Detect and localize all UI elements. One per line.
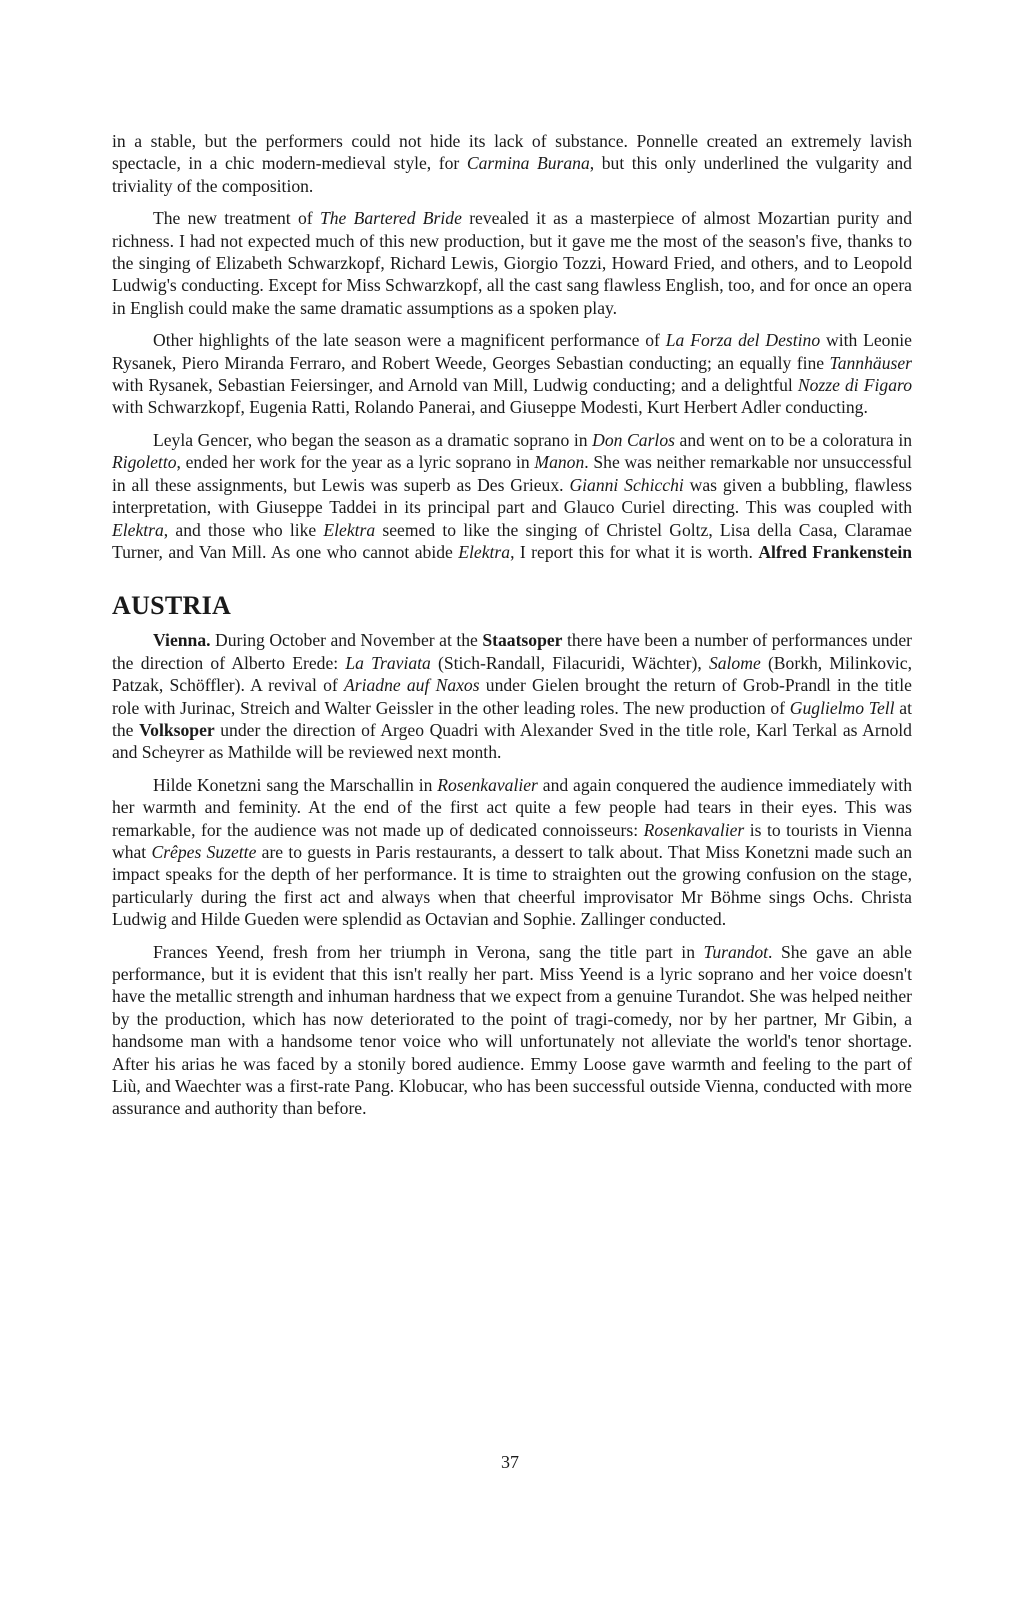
text-run: revealed it as a masterpiece of almost Mozartian purity and richness. I had not expected much of this new production, but it gave me the most of the season's five, thanks to the singing of Elizabeth Schwarzkopf, Richard Lewis, Giorgio Tozzi, Howard Fried, and others, and to Leopold Ludwig's conducting. Except for Miss Schwarzkopf, all the cast sang flawless English, too, and for once an opera in English could make the same dramatic assumptions as a spoken play. [112, 208, 912, 318]
italic-title: Elektra [112, 519, 164, 540]
bold-term: Vienna. [153, 630, 211, 651]
text-run: and went on to be a coloratura in [674, 429, 912, 450]
paragraph [112, 429, 912, 563]
text-run: under Gielen brought the return of Grob-Prandl in the title role with Jurinac, Streich and Walter Geissler in the other leading roles. The new production of [112, 675, 912, 718]
italic-title: Elektra [458, 541, 511, 562]
text-run: , and those who like [163, 519, 324, 540]
text-run: . She gave an able performance, but it is evident that this isn't really her part. Miss Yeend is a lyric soprano and her voice doesn't have the metallic strength and inhuman hardness that we expect from a genuine Turandot. She was helped neither by the production, which has now deteriorated to the point of tragi-comedy, nor by her partner, Mr Gibin, a handsome man with a handsome tenor voice who will unfortunately not alleviate the world's tenor shortage. After his arias he was faced by a stonily bored audience. Emmy Loose gave warmth and feeling to the part of Liù, and Waechter was a first-rate Pang. Klobucar, who has been successful outside Vienna, conducted with more assurance and authority than before. [112, 941, 912, 1119]
paragraph [112, 629, 912, 763]
text-run: was given a bubbling, flawless interpretation, with Giuseppe Taddei in its principal part and Glauco Curiel directing. This was coupled with [112, 474, 913, 518]
text-run: Other highlights of the late season were a magnificent performance of [153, 330, 666, 351]
text-run: Frances Yeend, fresh from her triumph in Verona, sang the title part in [153, 941, 704, 962]
text-run: , I report this for what it is worth. [510, 541, 753, 562]
italic-title: Turandot [703, 941, 769, 962]
text-run: (Borkh, Milinkovic, Patzak, Schöffler). A revival of [112, 652, 912, 696]
text-run: with Leonie Rysanek, Piero Miranda Ferraro, and Robert Weede, Georges Sebastian conducting; an equally fine [112, 330, 912, 373]
paragraph [112, 774, 912, 931]
italic-title: Rosenkavalier [437, 774, 538, 795]
italic-title: Crêpes Suzette [151, 841, 257, 862]
page-number: 37 [501, 1452, 519, 1472]
section-heading-austria: AUSTRIA [112, 591, 232, 621]
italic-title: La Traviata [345, 652, 431, 673]
bold-term: Staatsoper [482, 630, 563, 651]
italic-title: Manon [534, 452, 585, 473]
paragraph [112, 130, 912, 197]
italic-title: Tannhäuser [829, 352, 912, 373]
text-run: is to tourists in Vienna what [112, 819, 912, 862]
text-run: with Rysanek, Sebastian Feiersinger, and Arnold van Mill, Ludwig conducting; and a delightful [112, 375, 798, 396]
text-run: Leyla Gencer, who began the season as a dramatic soprano in [153, 429, 593, 450]
text-run: . She was neither remarkable nor unsuccessful in all these assignments, but Lewis was superb as Des Grieux. [112, 452, 912, 495]
text-run: in a stable, but the performers could not hide its lack of substance. Ponnelle created an extremely lavish spectacle, in a chic modern-medieval style, for [112, 131, 912, 174]
italic-title: Rigoletto [112, 452, 177, 473]
text-run: , ended her work for the year as a lyric soprano in [176, 452, 535, 473]
italic-title: Nozze di Figaro [797, 375, 912, 396]
italic-title: Don Carlos [592, 429, 675, 450]
text-run: Hilde Konetzni sang the Marschallin in [153, 774, 438, 795]
paragraph [112, 941, 912, 1120]
italic-title: Gianni Schicchi [569, 474, 684, 495]
italic-title: Elektra [323, 519, 376, 540]
author-signature: Alfred Frankenstein [758, 541, 913, 562]
review-section-usa [112, 130, 912, 563]
text-run: and again conquered the audience immediately with her warmth and feminity. At the end of the first act quite a few people had tears in their eyes. This was remarkable, for the audience was not made up of dedicated connoisseurs: [112, 774, 912, 840]
text-run: there have been a number of performances under the direction of Alberto Erede: [112, 630, 912, 673]
text-run: , but this only underlined the vulgarity and triviality of the composition. [112, 153, 912, 196]
text-run: at the [112, 697, 912, 740]
text-run: During October and November at the [210, 630, 483, 651]
italic-title: Salome [708, 652, 761, 673]
text-run: are to guests in Paris restaurants, a dessert to talk about. That Miss Konetzni made such an impact speaks for the depth of her performance. It is time to straighten out the growing confusion on the stage, particularly during the first act and always when that cheerful improvisator Mr Böhme sings Ochs. Christa Ludwig and Hilde Gueden were splendid as Octavian and Sophie. Zallinger conducted. [112, 841, 912, 930]
italic-title: La Forza del Destino [665, 330, 821, 351]
italic-title: The Bartered Bride [319, 208, 462, 229]
text-run: (Stich-Randall, Filacuridi, Wächter), [430, 652, 709, 673]
italic-title: Rosenkavalier [643, 819, 745, 840]
italic-title: Carmina Burana [466, 153, 590, 174]
bold-term: Volksoper [139, 719, 215, 740]
text-run: seemed to like the singing of Christel Goltz, Lisa della Casa, Claramae Turner, and Van Mill. As one who cannot abide [112, 519, 912, 562]
text-run: with Schwarzkopf, Eugenia Ratti, Rolando Panerai, and Giuseppe Modesti, Kurt Herbert Adler conducting. [112, 397, 868, 418]
italic-title: Guglielmo Tell [789, 697, 895, 718]
text-run: The new treatment of [153, 208, 320, 229]
paragraph [112, 329, 912, 419]
italic-title: Ariadne auf Naxos [344, 675, 480, 696]
review-section-austria [112, 629, 912, 1120]
text-run: under the direction of Argeo Quadri with Alexander Sved in the title role, Karl Terkal as Arnold and Scheyrer as Mathilde will be reviewed next month. [112, 719, 912, 763]
paragraph [112, 207, 912, 319]
